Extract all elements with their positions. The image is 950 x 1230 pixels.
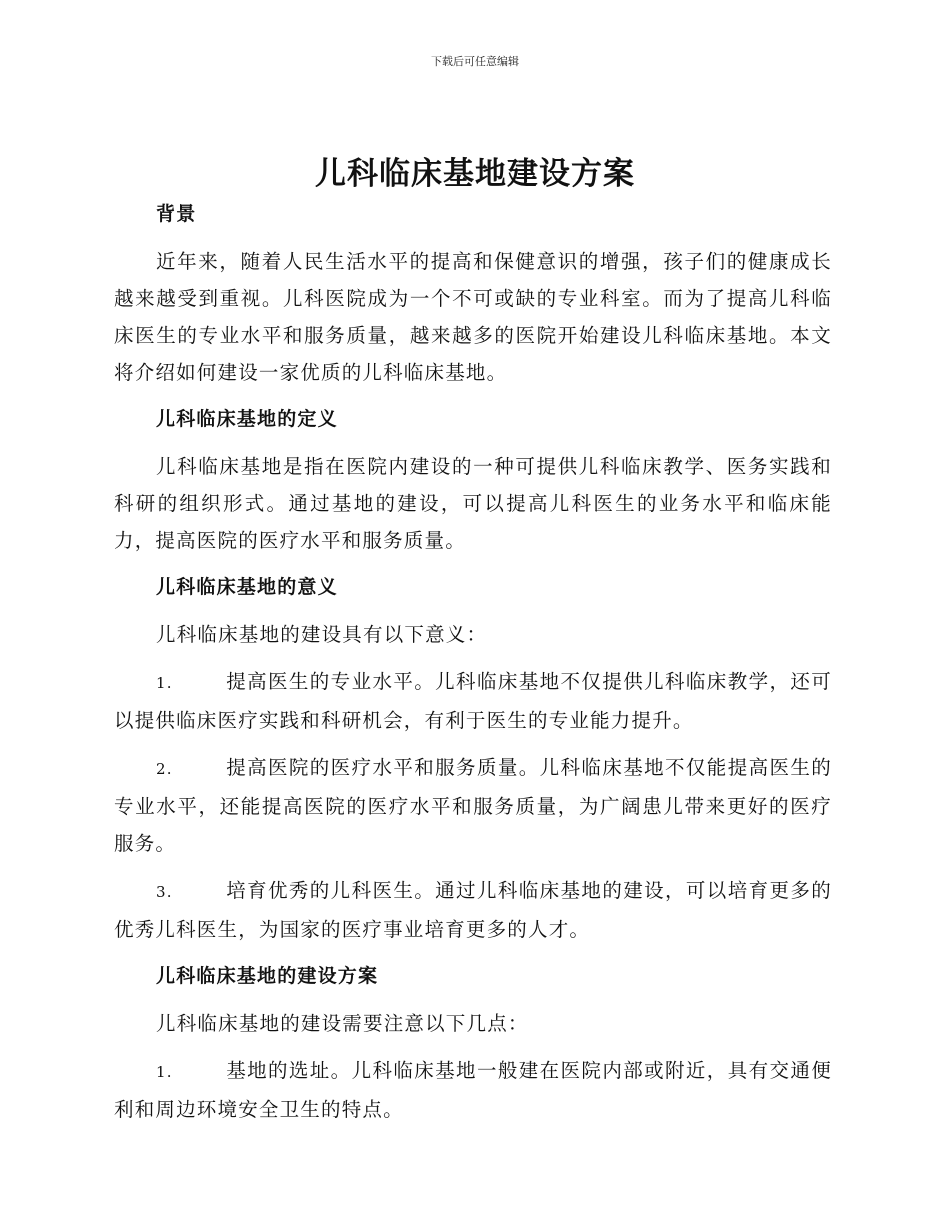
significance-intro: 儿科临床基地的建设具有以下意义： [156, 623, 488, 646]
list-item [114, 749, 832, 862]
list-item-text: 基地的选址。儿科临床基地一般建在医院内部或附近，具有交通便利和周边环境安全卫生的特点。 [114, 1059, 832, 1121]
list-item [114, 1052, 832, 1128]
section-heading-significance: 儿科临床基地的意义 [156, 576, 338, 598]
list-item-text: 提高医生的专业水平。儿科临床基地不仅提供儿科临床教学，还可以提供临床医疗实践和科研机会，有利于医生的专业能力提升。 [114, 670, 832, 732]
plan-intro: 儿科临床基地的建设需要注意以下几点： [156, 1012, 529, 1035]
section-heading-definition: 儿科临床基地的定义 [156, 408, 338, 430]
section-heading-plan: 儿科临床基地的建设方案 [156, 965, 379, 987]
list-item [114, 663, 832, 739]
list-number: 3. [156, 883, 173, 901]
list-item [114, 872, 832, 948]
list-item-text: 提高医院的医疗水平和服务质量。儿科临床基地不仅能提高医生的专业水平，还能提高医院的医疗水平和服务质量，为广阔患儿带来更好的医疗服务。 [114, 756, 832, 855]
background-paragraph: 近年来，随着人民生活水平的提高和保健意识的增强，孩子们的健康成长越来越受到重视。儿科医院成为一个不可或缺的专业科室。而为了提高儿科临床医生的专业水平和服务质量，越来越多的医院开始建设儿科临床基地。本文将介绍如何建设一家优质的儿科临床基地。 [114, 250, 832, 384]
list-number: 1. [156, 1063, 173, 1081]
list-item-text: 培育优秀的儿科医生。通过儿科临床基地的建设，可以培育更多的优秀儿科医生，为国家的医疗事业培育更多的人才。 [114, 879, 832, 941]
section-heading-background: 背景 [156, 203, 197, 225]
list-number: 2. [156, 760, 173, 778]
document-title: 儿科临床基地建设方案 [315, 156, 635, 192]
page-header: 下载后可任意编辑 [431, 55, 519, 68]
list-number: 1. [156, 674, 173, 692]
definition-paragraph: 儿科临床基地是指在医院内建设的一种可提供儿科临床教学、医务实践和科研的组织形式。通过基地的建设，可以提高儿科医生的业务水平和临床能力，提高医院的医疗水平和服务质量。 [114, 455, 832, 552]
document-body [114, 196, 832, 1128]
